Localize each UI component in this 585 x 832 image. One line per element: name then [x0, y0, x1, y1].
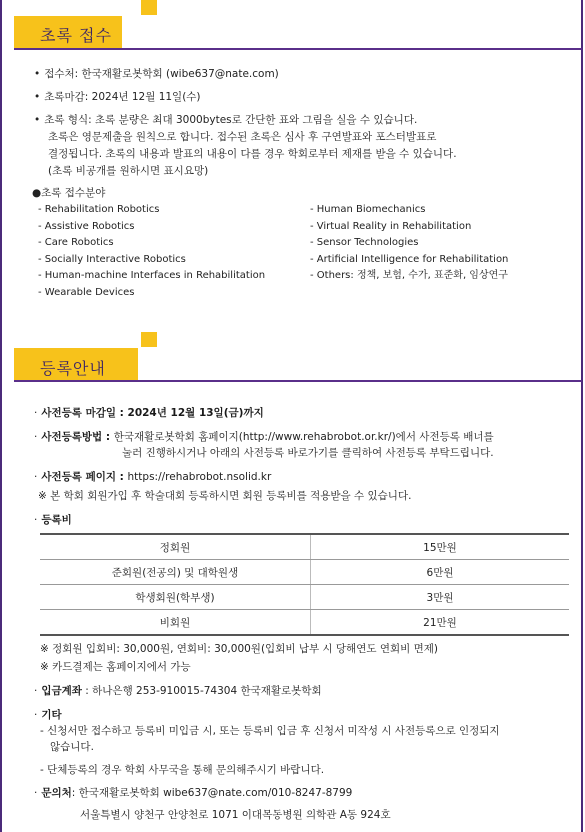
bullet-icon: •: [34, 114, 41, 126]
bullet-icon: ·: [34, 407, 38, 419]
list-item: - Care Robotics: [38, 237, 114, 248]
fee-amount: 15만원: [311, 534, 570, 560]
etc-item-2: - 단체등록의 경우 학회 사무국을 통해 문의해주시기 바랍니다.: [40, 764, 325, 776]
registration-header-corner: [141, 332, 157, 347]
abstract-header-corner: [141, 0, 157, 15]
fee-amount: 3만원: [311, 585, 570, 610]
list-item: - Rehabilitation Robotics: [38, 204, 160, 215]
fee-type: 학생회원(학부생): [40, 585, 311, 610]
fee-type: 준회원(전공의) 및 대학원생: [40, 560, 311, 585]
bullet-icon: ·: [34, 471, 38, 483]
contact: · 문의처: 한국재활로봇학회 wibe637@nate.com/010-8247-8799: [34, 787, 353, 799]
list-item: - Virtual Reality in Rehabilitation: [310, 221, 472, 232]
etc-item-1: - 신청서만 접수하고 등록비 미입금 시, 또는 등록비 입금 후 신청서 미작성 시 사전등록으로 인정되지: [40, 725, 500, 737]
bullet-icon: ·: [34, 431, 38, 443]
table-row: [40, 585, 569, 610]
etc-title: · 기타: [34, 709, 62, 721]
pre-deadline: · 사전등록 마감일 : 2024년 12월 13일(금)까지: [34, 407, 264, 419]
abstract-receiver: • 접수처: 한국재활로봇학회 (wibe637@nate.com): [34, 68, 279, 80]
fee-table: [40, 533, 569, 636]
bullet-icon: ·: [34, 787, 38, 799]
abstract-format-line: (초록 비공개를 원하시면 표시요망): [48, 165, 209, 177]
member-note: ※ 본 학회 회원가입 후 학술대회 등록하시면 회원 등록비를 적용받을 수 있습니다.: [38, 490, 412, 502]
fee-note-membership: ※ 정회원 입회비: 30,000원, 연회비: 30,000원(입회비 납부 시 당해연도 연회비 면제): [40, 643, 438, 655]
bullet-icon: •: [34, 91, 41, 103]
bullet-icon: ·: [34, 709, 38, 721]
list-item: - Others: 정책, 보험, 수가, 표준화, 임상연구: [310, 270, 508, 281]
abstract-format-line: 초록은 영문제출을 원칙으로 합니다. 접수된 초록은 심사 후 구연발표와 포스터발표로: [48, 131, 437, 143]
list-item: - Socially Interactive Robotics: [38, 254, 186, 265]
list-item: - Wearable Devices: [38, 287, 135, 298]
registration-link[interactable]: https://rehabrobot.nsolid.kr: [127, 471, 272, 483]
list-item: - Human Biomechanics: [310, 204, 426, 215]
abstract-title: 초록 접수: [40, 26, 112, 45]
list-item: - Sensor Technologies: [310, 237, 419, 248]
abstract-fields-title: ●초록 접수분야: [32, 187, 106, 199]
contact-address: 서울특별시 양천구 안양천로 1071 이대목동병원 의학관 A동 924호: [80, 809, 391, 821]
list-item: - Human-machine Interfaces in Rehabilitation: [38, 270, 266, 281]
abstract-deadline: • 초록마감: 2024년 12월 11일(수): [34, 91, 201, 103]
table-row: [40, 610, 569, 636]
etc-item-1-cont: 않습니다.: [50, 741, 94, 753]
registration-header-line: [14, 380, 582, 382]
bullet-icon: ·: [34, 514, 38, 526]
registration-method-line2: 눌러 진행하시거나 아래의 사전등록 바로가기를 클릭하여 사전등록 부탁드립니다.: [122, 447, 494, 459]
registration-title: 등록안내: [40, 359, 106, 378]
list-item: - Artificial Intelligence for Rehabilitation: [310, 254, 509, 265]
table-row: [40, 560, 569, 585]
frame-right: [581, 0, 583, 832]
bullet-icon: •: [34, 68, 41, 80]
list-item: - Assistive Robotics: [38, 221, 135, 232]
registration-page: · 사전등록 페이지 : https://rehabrobot.nsolid.kr: [34, 471, 272, 483]
fee-amount: 21만원: [311, 610, 570, 636]
fee-note-card: ※ 카드결제는 홈페이지에서 가능: [40, 661, 191, 673]
table-row: [40, 534, 569, 560]
abstract-format-line: 결정됩니다. 초록의 내용과 발표의 내용이 다를 경우 학회로부터 제재를 받을 수 있습니다.: [48, 148, 457, 160]
registration-method: · 사전등록방법 : 한국재활로봇학회 홈페이지(http://www.rehabrobot.or.kr/)에서 사전등록 배너를: [34, 431, 494, 443]
frame-left: [0, 0, 2, 832]
fee-type: 정회원: [40, 534, 311, 560]
abstract-header-line: [14, 48, 582, 50]
fee-title: · 등록비: [34, 514, 72, 526]
fee-amount: 6만원: [311, 560, 570, 585]
abstract-format: • 초록 형식: 초록 분량은 최대 3000bytes로 간단한 표와 그림을 실을 수 있습니다.: [34, 114, 418, 126]
bank-account: · 입금계좌 : 하나은행 253-910015-74304 한국재활로봇학회: [34, 685, 322, 697]
fee-type: 비회원: [40, 610, 311, 636]
bullet-icon: ·: [34, 685, 38, 697]
